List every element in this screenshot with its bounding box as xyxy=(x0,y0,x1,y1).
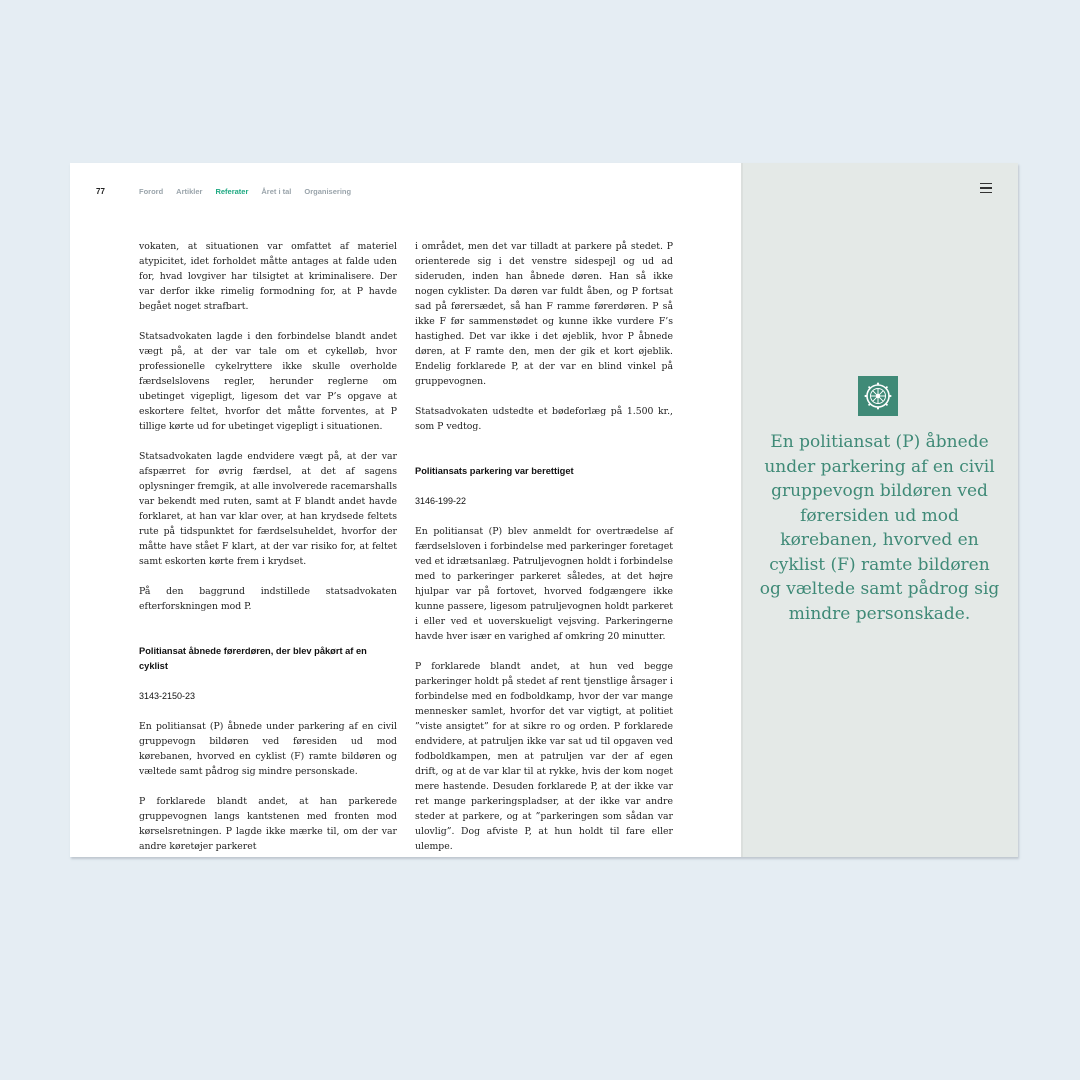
nav-forord[interactable]: Forord xyxy=(139,187,164,196)
section-nav xyxy=(139,187,351,196)
text-column-right xyxy=(415,239,673,869)
nav-organisering[interactable]: Organisering xyxy=(304,187,352,196)
paragraph: vokaten, at situationen var omfattet af materiel atypicitet, idet forholdet måtte antages at falde uden for, hvad lovgiver har tilsigtet at kriminalisere. Der var derfor ikke rimelig formodning for, at P havde begået noget strafbart. xyxy=(139,241,397,312)
paragraph: En politiansat (P) blev anmeldt for overtrædelse af færdselsloven i forbindelse med parkeringer foretaget ved et idrætsanlæg. Patruljevognen holdt i forbindelse med to parkeringer parkeret således, at det højre hjulpar var på fortovet, hvorved fodgængere ikke kunne passere, ligesom patruljevognen holdt parkeret i eller ved et uoverskueligt vejsving. Parkeringerne havde hver især en varighed af omkring 20 minutter. xyxy=(415,526,673,642)
paragraph: P forklarede blandt andet, at hun ved begge parkeringer holdt på stedet af rent tjenstlige årsager i forbindelse med en fodboldkamp, hvor der var mange mennesker samlet, hvorfor det var vigtigt, at politiet ”viste ansigtet” for at sikre ro og orden. P forklarede endvidere, at patruljen ikke var sat ud til opgaven ved fodboldkampen, men at patruljen var der af egen drift, og at de var klar til at rykke, hvis der kom noget mere hastende. Desuden forklarede P, at der ikke var ret mange parkeringspladser, at der ikke var andre steder at parkere, og at ”parkeringen som sådan var ulovlig”. Dog afviste P, at hun holdt til fare eller ulempe. xyxy=(415,661,673,852)
case-heading: Politiansats parkering var berettiget xyxy=(415,466,574,476)
paragraph: Statsadvokaten udstedte et bødeforlæg på 1.500 kr., som P vedtog. xyxy=(415,406,673,432)
paragraph: På den baggrund indstillede statsadvokaten efterforskningen mod P. xyxy=(139,586,397,612)
case-number: 3143-2150-23 xyxy=(139,691,196,701)
case-heading: Politiansat åbnede førerdøren, der blev påkørt af en cyklist xyxy=(139,646,367,671)
left-page xyxy=(70,163,741,857)
nav-artikler[interactable]: Artikler xyxy=(176,187,203,196)
paragraph: Statsadvokaten lagde endvidere vægt på, at der var afspærret for øvrig færdsel, at det af sagens oplysninger fremgik, at alle involverede racemarshalls var bekendt med ruten, samt at F blandt andet havde forklaret, at han var klar over, at han krydsede feltets rute på tidspunktet for færdselsuheldet, hvorfor der måtte have stået F klart, at der var risiko for, at feltet samt eskorten kørte frem i krydset. xyxy=(139,451,397,567)
paragraph: i området, men det var tilladt at parkere på stedet. P orienterede sig i det venstre sidespejl og ud ad sideruden, inden han åbnede døren. Han så ikke nogen cyklister. Da døren var fuldt åben, og P fortsat sad på førersædet, så han F ramme førerdøren. P så ikke F før sammenstødet og kunne ikke vurdere F’s hastighed. Det var ikke i det øjeblik, hvor P åbnede døren, at F ramte den, men der gik et kort øjeblik. Endelig forklarede P, at der var en blind vinkel på gruppevognen. xyxy=(415,241,673,387)
nav-referater[interactable]: Referater xyxy=(215,187,249,196)
text-column-left xyxy=(139,239,397,869)
paragraph: En politiansat (P) åbnede under parkering af en civil gruppevogn bildøren ved føresiden ud mod kørebanen, hvorved en cyklist (F) ramte bildøren og væltede samt pådrog sig mindre personskade. xyxy=(139,721,397,777)
pull-quote: En politiansat (P) åbnede under parkering af en civil gruppevogn bildøren ved førersiden ud mod kørebanen, hvorved en cyklist (F) ramte bildøren og væltede samt pådrog sig mindre personskade. xyxy=(759,432,1000,624)
nav-aaret-i-tal[interactable]: Året i tal xyxy=(261,187,292,196)
sidebar-panel xyxy=(741,163,1018,857)
paragraph: P forklarede blandt andet, at han parkerede gruppevognen langs kantstenen med fronten mod kørselsretningen. P lagde ikke mærke til, om der var andre køretøjer parkeret xyxy=(139,796,397,852)
hamburger-menu-icon[interactable] xyxy=(980,183,992,194)
document-spread xyxy=(70,163,1018,857)
page-number: 77 xyxy=(96,187,105,196)
case-number: 3146-199-22 xyxy=(415,496,467,506)
police-emblem-icon xyxy=(858,376,898,416)
paragraph: Statsadvokaten lagde i den forbindelse blandt andet vægt på, at der var tale om et cykelløb, hvor professionelle cykelryttere ikke skulle overholde færdselslovens regler, herunder reglerne om ubetinget vigepligt, ligesom det var P’s opgave at eskortere feltet, hvorfor det måtte forventes, at P tillige kørte ud for ubetinget vigepligt i situationen. xyxy=(139,331,397,432)
